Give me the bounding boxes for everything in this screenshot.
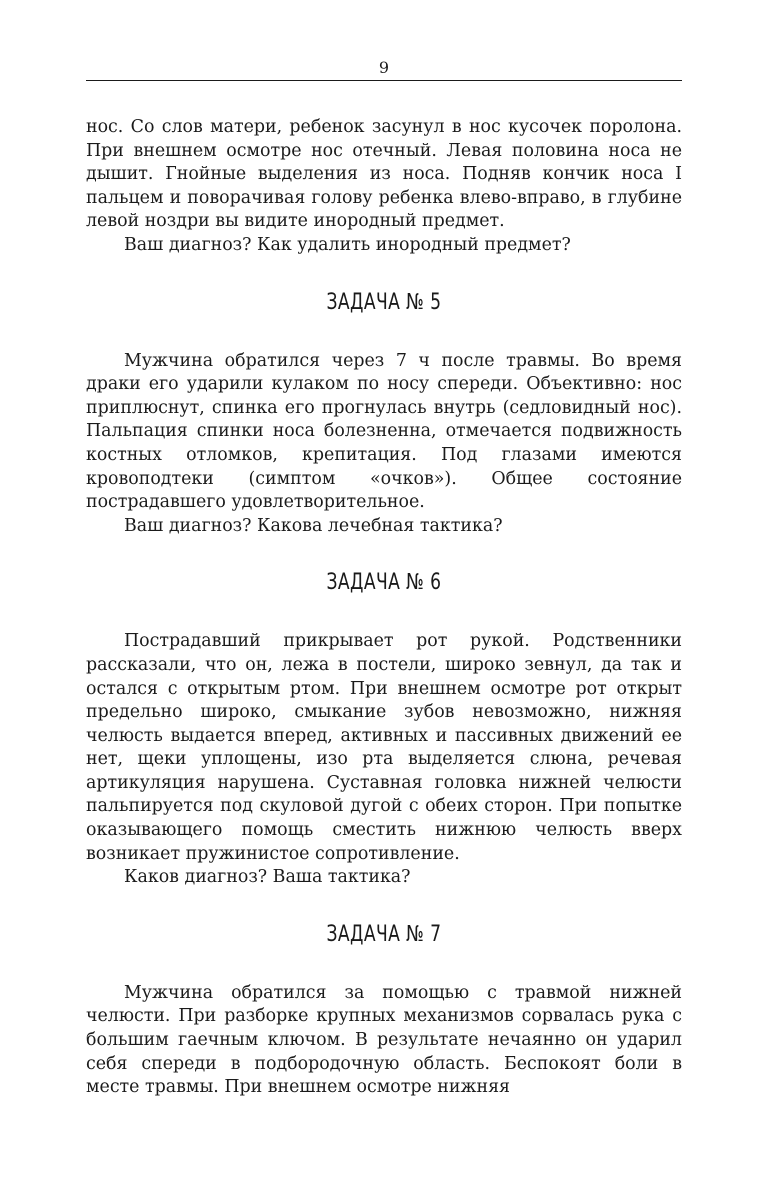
- task-6-heading: ЗАДАЧА № 6: [326, 570, 442, 596]
- task-7-text: Мужчина обратился за помощью с травмой нижней челюсти. При разборке крупных механизмов сорвалась рука с большим гаечным ключом. В результате нечаянно он ударил себя спереди в подбородочную область. Беспокоят боли в месте травмы. При внешнем осмотре нижняя: [86, 982, 682, 1098]
- task-7-heading: ЗАДАЧА № 7: [326, 921, 442, 947]
- task-6-text: Пострадавший прикрывает рот рукой. Родственники рассказали, что он, лежа в постели, широко зевнул, да так и остался с открытым ртом. При внешнем осмотре рот открыт предельно широко, смыкание зубов невозможно, нижняя челюсть выдается вперед, активных и пассивных движений ее нет, щеки уплощены, изо рта выделяется слюна, речевая артикуляция нарушена. Суставная головка нижней челюсти пальпируется под скуловой дугой с обеих сторон. При попытке оказывающего помощь сместить нижнюю челюсть вверх возникает пружинистое сопротивление.: [86, 631, 682, 864]
- header-rule: [86, 80, 682, 81]
- task-5-text: Мужчина обратился через 7 ч после травмы. Во время драки его ударили кулаком по носу спереди. Объективно: нос приплюснут, спинка его прогнулась внутрь (седловидный нос). Пальпация спинки носа болезненна, отмечается подвижность костных отломков, крепитация. Под глазами имеются кровоподтеки (симптом «очков»). Общее состояние пострадавшего удовлетворительное.: [86, 350, 682, 513]
- task-6-question: Каков диагноз? Ваша тактика?: [124, 867, 411, 888]
- intro-question: Ваш диагноз? Как удалить инородный предмет?: [124, 234, 571, 255]
- task-5-heading: ЗАДАЧА № 5: [326, 289, 442, 315]
- task-5-question: Ваш диагноз? Какова лечебная тактика?: [124, 515, 503, 536]
- intro-text: нос. Со слов матери, ребенок засунул в нос кусочек поролона. При внешнем осмотре нос отечный. Левая половина носа не дышит. Гнойные выделения из носа. Подняв кончик носа I пальцем и поворачивая голову ребенка влево-вправо, в глубине левой ноздри вы видите инородный предмет.: [86, 117, 682, 232]
- page-content: [86, 116, 682, 1100]
- page-number: 9: [378, 58, 390, 77]
